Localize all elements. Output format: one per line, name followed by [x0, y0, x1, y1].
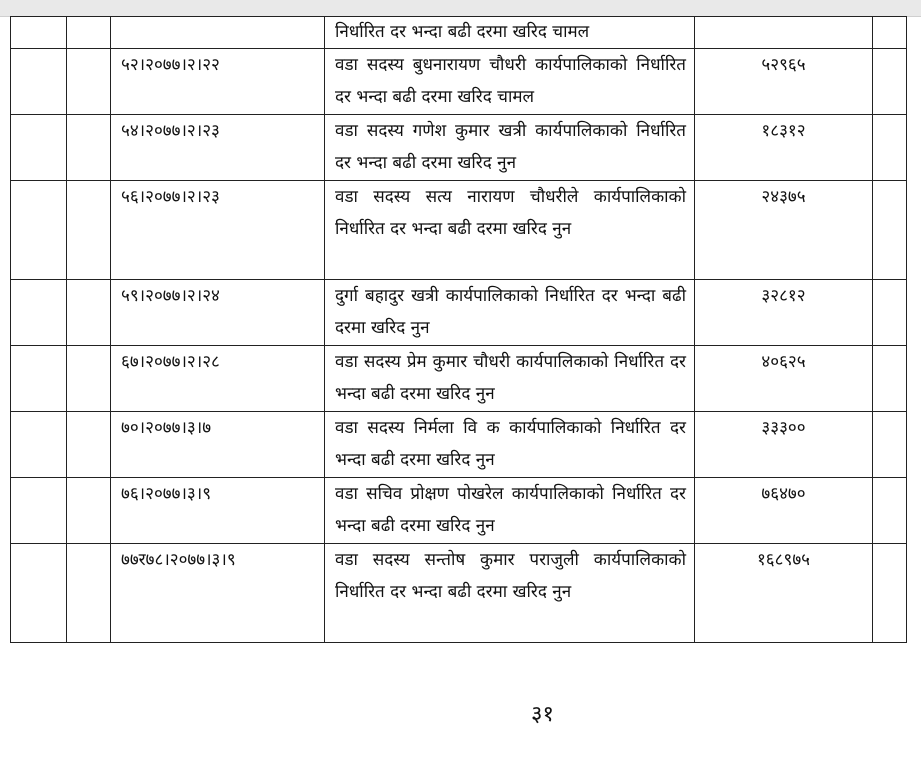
- blank-cell-1: [11, 280, 67, 346]
- amount: [695, 17, 873, 49]
- table-row: [11, 412, 907, 478]
- table-row: [11, 544, 907, 643]
- description: वडा सदस्य बुधनारायण चौधरी कार्यपालिकाको निर्धारित दर भन्दा बढी दरमा खरिद चामल: [325, 49, 695, 115]
- amount: २४३७५: [695, 181, 873, 280]
- blank-cell-3: [873, 49, 907, 115]
- table-row: [11, 17, 907, 49]
- description: निर्धारित दर भन्दा बढी दरमा खरिद चामल: [325, 17, 695, 49]
- description: दुर्गा बहादुर खत्री कार्यपालिकाको निर्धारित दर भन्दा बढी दरमा खरिद नुन: [325, 280, 695, 346]
- blank-cell-3: [873, 115, 907, 181]
- blank-cell-2: [67, 544, 111, 643]
- table-row: [11, 181, 907, 280]
- blank-cell-1: [11, 544, 67, 643]
- blank-cell-3: [873, 478, 907, 544]
- blank-cell-3: [873, 181, 907, 280]
- blank-cell-2: [67, 478, 111, 544]
- description: वडा सदस्य सत्य नारायण चौधरीले कार्यपालिकाको निर्धारित दर भन्दा बढी दरमा खरिद नुन: [325, 181, 695, 280]
- blank-cell-1: [11, 478, 67, 544]
- amount: १८३१२: [695, 115, 873, 181]
- amount: ४०६२५: [695, 346, 873, 412]
- blank-cell-2: [67, 181, 111, 280]
- decision-number: ५६।२०७७।२।२३: [111, 181, 325, 280]
- blank-cell-3: [873, 544, 907, 643]
- blank-cell-2: [67, 17, 111, 49]
- amount: ३२८१२: [695, 280, 873, 346]
- amount: ७६४७०: [695, 478, 873, 544]
- blank-cell-3: [873, 412, 907, 478]
- blank-cell-2: [67, 346, 111, 412]
- amount: ३३३००: [695, 412, 873, 478]
- blank-cell-3: [873, 280, 907, 346]
- blank-cell-1: [11, 49, 67, 115]
- description: वडा सदस्य गणेश कुमार खत्री कार्यपालिकाको निर्धारित दर भन्दा बढी दरमा खरिद नुन: [325, 115, 695, 181]
- table-row: [11, 280, 907, 346]
- blank-cell-1: [11, 346, 67, 412]
- table-row: [11, 115, 907, 181]
- blank-cell-2: [67, 412, 111, 478]
- decision-number: ७०।२०७७।३।७: [111, 412, 325, 478]
- table-row: [11, 49, 907, 115]
- expense-table: [10, 16, 907, 643]
- amount: १६८९७५: [695, 544, 873, 643]
- decision-number: ७७र७८।२०७७।३।९: [111, 544, 325, 643]
- blank-cell-2: [67, 115, 111, 181]
- blank-cell-2: [67, 280, 111, 346]
- page-number: ३१: [531, 702, 554, 727]
- description: वडा सचिव प्रोक्षण पोखरेल कार्यपालिकाको निर्धारित दर भन्दा बढी दरमा खरिद नुन: [325, 478, 695, 544]
- viewer-top-bar: [0, 0, 921, 17]
- blank-cell-1: [11, 412, 67, 478]
- blank-cell-3: [873, 346, 907, 412]
- decision-number: ७६।२०७७।३।९: [111, 478, 325, 544]
- amount: ५२९६५: [695, 49, 873, 115]
- blank-cell-2: [67, 49, 111, 115]
- description: वडा सदस्य सन्तोष कुमार पराजुली कार्यपालिकाको निर्धारित दर भन्दा बढी दरमा खरिद नुन: [325, 544, 695, 643]
- blank-cell-1: [11, 181, 67, 280]
- blank-cell-1: [11, 17, 67, 49]
- blank-cell-3: [873, 17, 907, 49]
- decision-number: [111, 17, 325, 49]
- decision-number: ६७।२०७७।२।२८: [111, 346, 325, 412]
- decision-number: ५२।२०७७।२।२२: [111, 49, 325, 115]
- description: वडा सदस्य प्रेम कुमार चौधरी कार्यपालिकाको निर्धारित दर भन्दा बढी दरमा खरिद नुन: [325, 346, 695, 412]
- table-row: [11, 478, 907, 544]
- description: वडा सदस्य निर्मला वि क कार्यपालिकाको निर्धारित दर भन्दा बढी दरमा खरिद नुन: [325, 412, 695, 478]
- table-row: [11, 346, 907, 412]
- decision-number: ५९।२०७७।२।२४: [111, 280, 325, 346]
- decision-number: ५४।२०७७।२।२३: [111, 115, 325, 181]
- blank-cell-1: [11, 115, 67, 181]
